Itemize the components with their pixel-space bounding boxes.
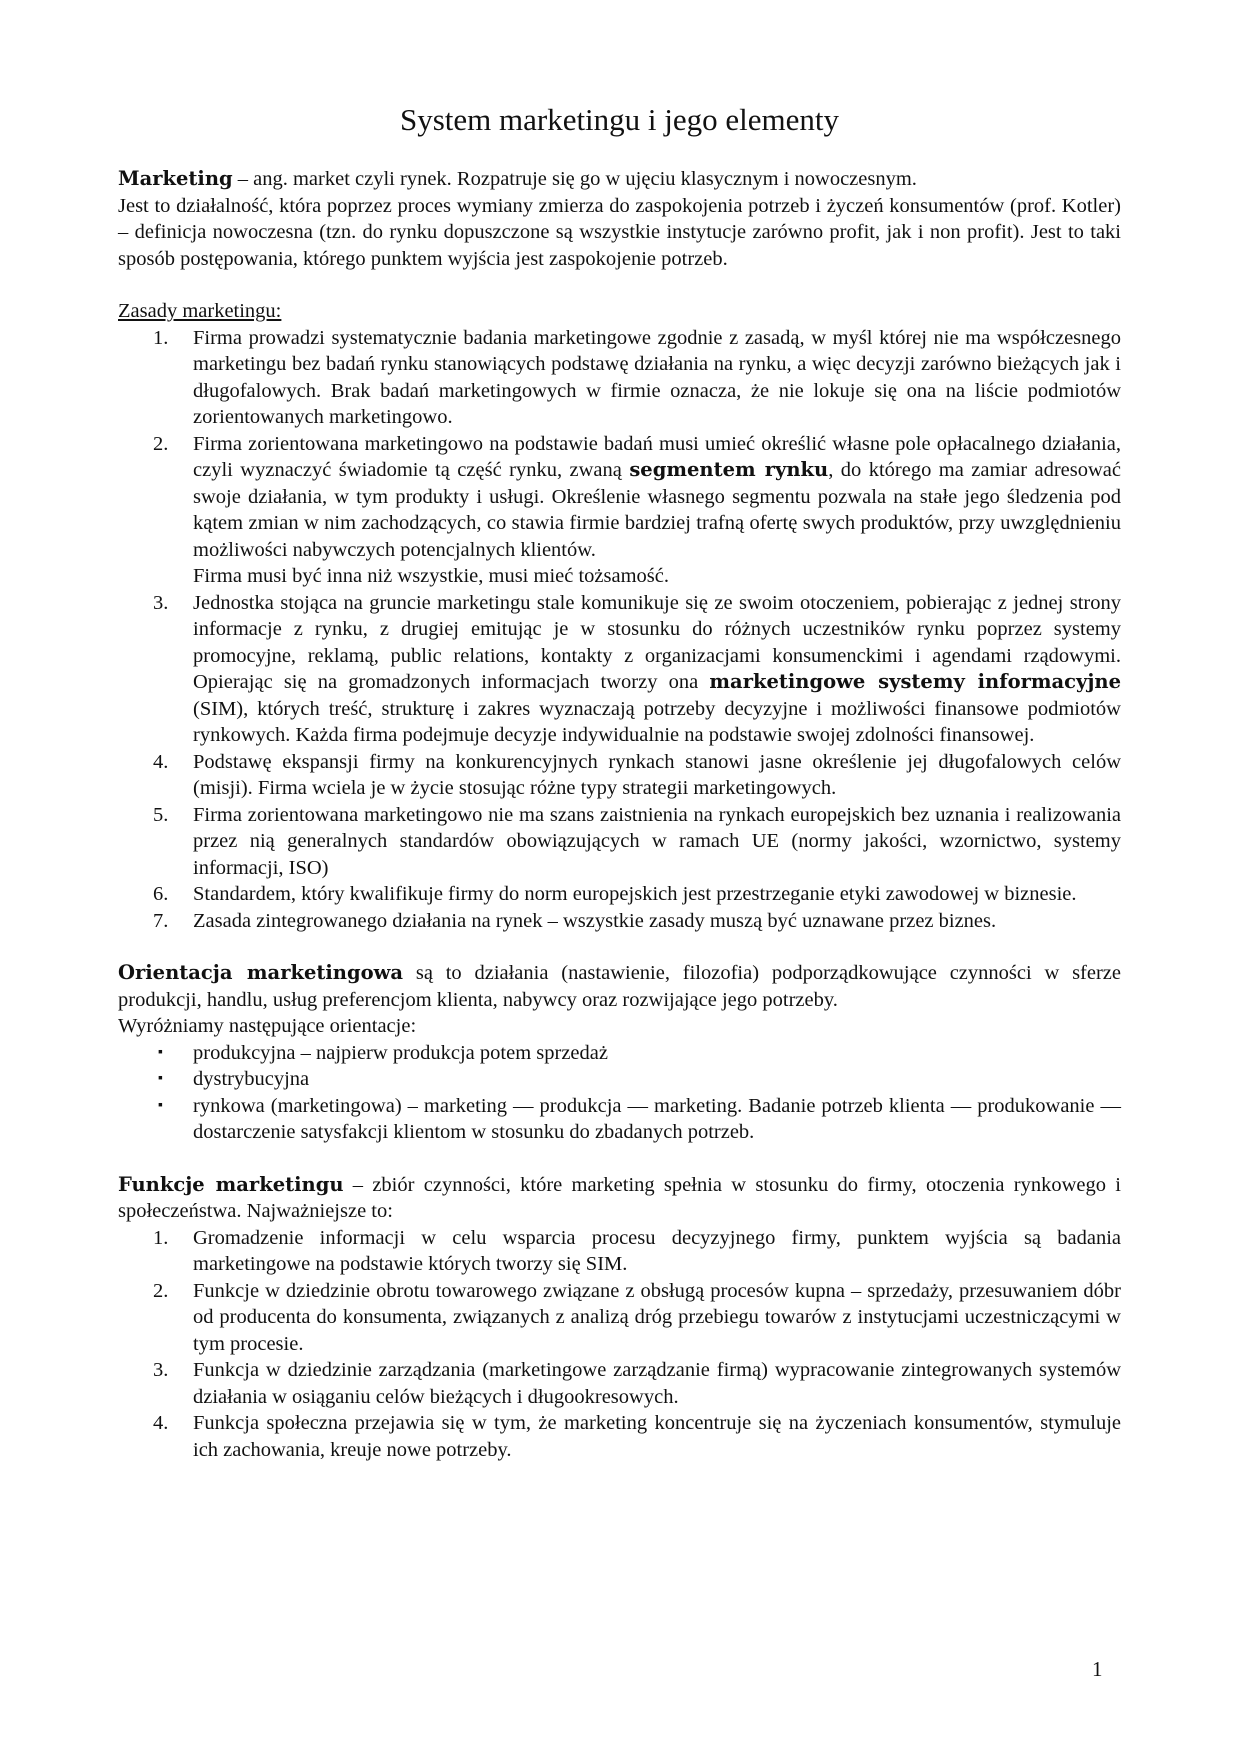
- intro-line-1: – ang. market czyli rynek. Rozpatruje się go w ujęciu klasycznym i nowoczesnym.: [232, 168, 917, 190]
- list-item: [118, 749, 1121, 802]
- bullet-item: [118, 1093, 1121, 1146]
- orientacja-paragraph: [118, 960, 1121, 1013]
- item-number: 1.: [153, 326, 169, 349]
- list-item: [118, 1357, 1121, 1410]
- list-item: [118, 802, 1121, 882]
- item-text: Firma zorientowana marketingowo na podstawie badań musi umieć określić własne pole opłacalnego działania, czyli wyznaczyć świadomie tą część rynku, zwaną: [193, 432, 1121, 481]
- list-item: [118, 1410, 1121, 1463]
- page-content: [118, 100, 1121, 1463]
- item-text: Standardem, który kwalifikuje firmy do norm europejskich jest przestrzeganie etyki zawodowej w biznesie.: [193, 883, 1077, 905]
- bullet-item: [118, 1040, 1121, 1067]
- item-number: 2.: [153, 1279, 169, 1302]
- funkcje-text: – zbiór czynności, które marketing spełnia w stosunku do firmy, otoczenia rynkowego i społeczeństwa. Najważniejsze to:: [118, 1173, 1121, 1222]
- zasady-list: [118, 325, 1121, 935]
- spacer: [118, 272, 1121, 298]
- list-item: [118, 1278, 1121, 1358]
- item-text: Funkcje w dziedzinie obrotu towarowego związane z obsługą procesów kupna – sprzedaży, przesuwaniem dóbr od producenta do konsumenta, związanych z analizą dróg przebiegu towarów z instytucjami uczestniczącymi w tym procesie.: [193, 1279, 1121, 1355]
- item-number: 4.: [153, 1412, 169, 1434]
- item-text: Jednostka stojąca na gruncie marketingu stale komunikuje się ze swoim otoczeniem, pobierając z jednej strony informacje z rynku, z drugiej emitując je w stosunku do różnych uczestników rynku poprzez systemy promocyjne, reklamą, public relations, kontakty z organizacjami konsumenckimi i agendami rządowymi. Opierając się na gromadzonych informacjach tworzy ona: [193, 591, 1121, 693]
- item-extra-line: Firma musi być inna niż wszystkie, musi mieć tożsamość.: [193, 565, 669, 587]
- item-number: 3.: [153, 1359, 169, 1381]
- item-text: produkcyjna – najpierw produkcja potem sprzedaż: [193, 1041, 608, 1064]
- item-text: Firma prowadzi systematycznie badania marketingowe zgodnie z zasadą, w myśl której nie ma współczesnego marketingu bez badań rynku stanowiących podstawę działania na rynku, a więc decyzji zarówno bieżących jak i długofalowych. Brak badań marketingowych w firmie oznacza, że nie lokuje się ona na liście podmiotów zorientowanych marketingowo.: [193, 326, 1121, 428]
- intro-paragraph: [118, 166, 1121, 193]
- square-bullet-icon: ▪: [158, 1044, 163, 1060]
- list-item: [118, 325, 1121, 431]
- item-text: dystrybucyjna: [193, 1068, 310, 1090]
- item-bold-term: marketingowe systemy informacyjne: [709, 670, 1121, 693]
- intro-definition: Jest to działalność, która poprzez proces wymiany zmierza do zaspokojenia potrzeb i życzeń konsumentów (prof. Kotler) – definicja nowoczesna (tzn. do rynku dopuszczone są wszystkie instytucje zarówno profit, jak i non profit). Jest to taki sposób postępowania, którego punktem wyjścia jest zaspokojenie potrzeb.: [118, 194, 1121, 270]
- orientacja-term: Orientacja marketingowa: [118, 961, 404, 984]
- item-text: Zasada zintegrowanego działania na rynek – wszystkie zasady muszą być uznawane przez biznes.: [193, 909, 997, 932]
- spacer: [118, 934, 1121, 960]
- item-text: Firma zorientowana marketingowo nie ma szans zaistnienia na rynkach europejskich bez uznania i realizowania przez nią generalnych standardów obowiązujących w ramach UE (normy jakości, wzornictwo, systemy informacji, ISO): [193, 803, 1121, 879]
- page-title: System marketingu i jego elementy: [399, 102, 840, 137]
- list-item: [118, 431, 1121, 590]
- orientacja-text: są to działania (nastawienie, filozofia) podporządkowujące czynności w sferze produkcji, handlu, usług preferencjom klienta, nabywcy oraz rozwijające jego potrzeby.: [118, 962, 1121, 1011]
- item-text: Gromadzenie informacji w celu wsparcia procesu decyzyjnego firmy, punktem wyjścia są badania marketingowe na podstawie których tworzy się SIM.: [193, 1226, 1121, 1275]
- funkcje-paragraph: [118, 1172, 1121, 1225]
- item-number: 4.: [153, 750, 169, 773]
- list-item: [118, 1225, 1121, 1278]
- item-number: 7.: [153, 909, 169, 932]
- bullet-item: [118, 1066, 1121, 1093]
- item-text-continued: (SIM), których treść, strukturę i zakres wyznaczają potrzeby decyzyjne i możliwości finansowe podmiotów rynkowych. Każda firma podejmuje decyzje indywidualnie na podstawie swojej zdolności finansowej.: [193, 697, 1121, 746]
- item-number: 6.: [153, 883, 169, 905]
- list-item: [118, 881, 1121, 908]
- square-bullet-icon: ▪: [158, 1071, 163, 1086]
- page-number: 1: [1092, 1657, 1103, 1681]
- item-bold-term: segmentem rynku: [629, 458, 829, 481]
- item-text: Funkcja społeczna przejawia się w tym, że marketing koncentruje się na życzeniach konsumentów, stymuluje ich zachowania, kreuje nowe potrzeby.: [193, 1412, 1121, 1461]
- item-number: 1.: [153, 1226, 169, 1249]
- funkcje-list: [118, 1225, 1121, 1464]
- item-number: 2.: [153, 432, 169, 455]
- item-text: Podstawę ekspansji firmy na konkurencyjnych rynkach stanowi jasne określenie jej długofalowych celów (misji). Firma wciela je w życie stosując różne typy strategii marketingowych.: [193, 750, 1121, 799]
- item-number: 3.: [153, 591, 169, 614]
- funkcje-term: Funkcje marketingu: [118, 1172, 344, 1196]
- item-text-continued: , do którego ma zamiar adresować swoje działania, w tym produkty i usługi. Określenie własnego segmentu pozwala na stałe jego śledzenia pod kątem zmian w nim zachodzących, co stawia firmie bardziej trafną ofertę swych produktów, przy uwzględnieniu możliwości nabywczych potencjalnych klientów.: [193, 459, 1122, 561]
- list-item: [118, 590, 1121, 749]
- orientacja-intro-line: Wyróżniamy następujące orientacje:: [118, 1015, 417, 1037]
- item-text: Funkcja w dziedzinie zarządzania (marketingowe zarządzanie firmą) wypracowanie zintegrowanych systemów działania w osiąganiu celów bieżących i długookresowych.: [193, 1359, 1121, 1408]
- square-bullet-icon: ▪: [158, 1097, 163, 1113]
- item-number: 5.: [153, 803, 169, 826]
- intro-term: Marketing: [118, 167, 233, 190]
- orientacja-list: [118, 1040, 1121, 1146]
- spacer: [118, 1146, 1121, 1172]
- list-item: [118, 908, 1121, 935]
- section-heading-zasady: Zasady marketingu:: [118, 300, 282, 322]
- item-text: rynkowa (marketingowa) – marketing — produkcja — marketing. Badanie potrzeb klienta — produkowanie — dostarczenie satysfakcji klientom w stosunku do zbadanych potrzeb.: [193, 1094, 1121, 1143]
